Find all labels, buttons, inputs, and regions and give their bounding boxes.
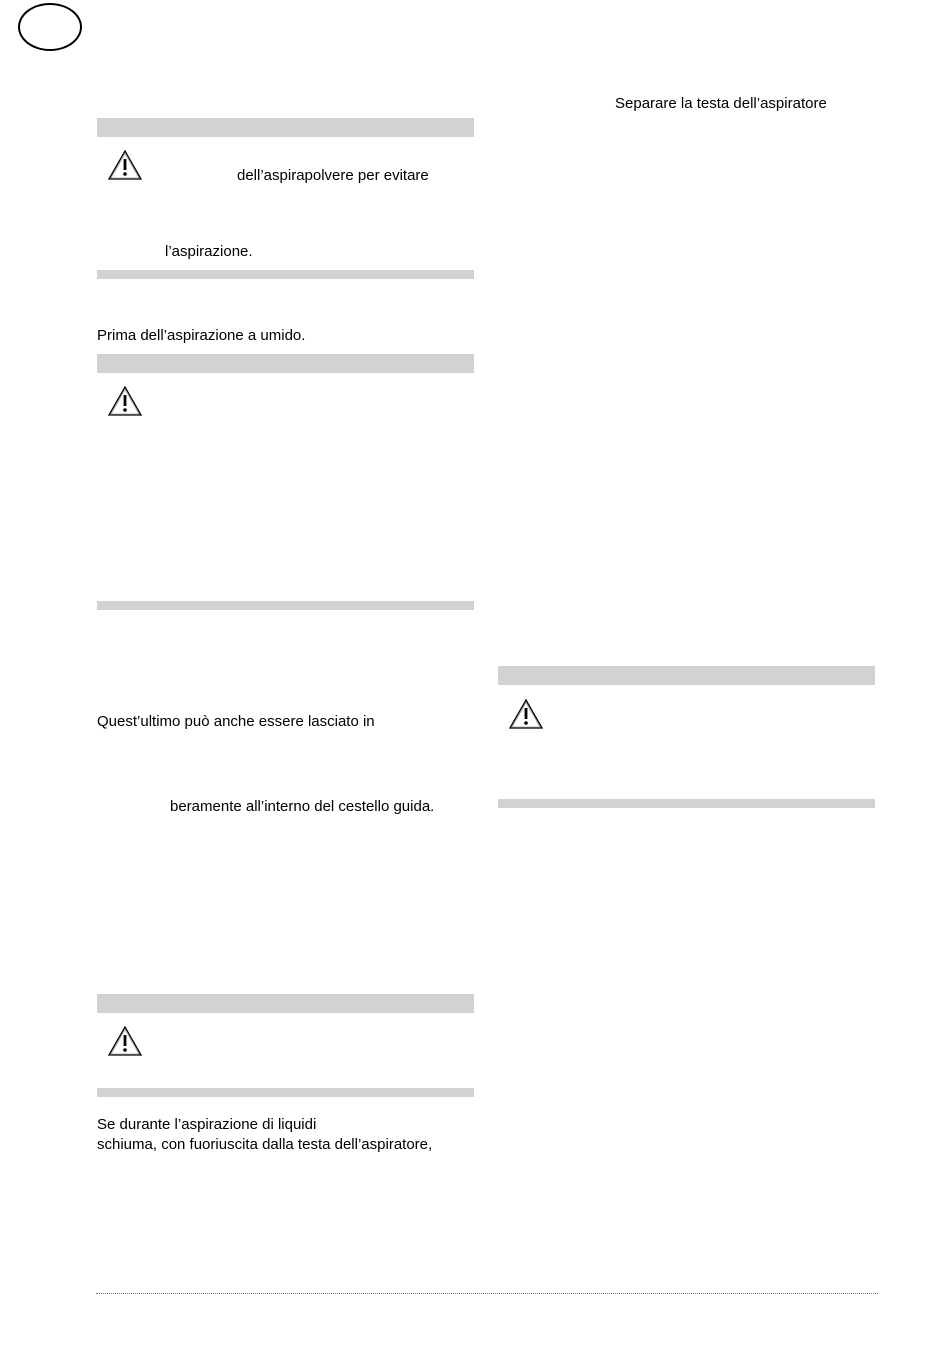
body-text-line: l’aspirazione.: [165, 243, 253, 260]
body-text-line: Separare la testa dell’aspiratore: [615, 95, 827, 112]
section-divider: [97, 601, 474, 610]
section-header-bar: [97, 118, 474, 137]
footer-divider: [96, 1293, 878, 1294]
language-badge: [18, 3, 82, 51]
warning-triangle-icon: [508, 698, 544, 730]
warning-triangle-icon: [107, 149, 143, 181]
warning-triangle-icon: [107, 1025, 143, 1057]
section-header-bar: [97, 994, 474, 1013]
body-text-line: beramente all’interno del cestello guida.: [170, 798, 435, 815]
section-divider: [498, 799, 875, 808]
body-text-line: Prima dell’aspirazione a umido.: [97, 327, 306, 344]
section-header-bar: [97, 354, 474, 373]
body-text-line: dell’aspirapolvere per evitare: [237, 167, 429, 184]
body-text-line: Se durante l’aspirazione di liquidi: [97, 1116, 317, 1133]
body-text-line: schiuma, con fuoriuscita dalla testa dell’aspiratore,: [97, 1136, 433, 1153]
section-divider: [97, 1088, 474, 1097]
section-divider: [97, 270, 474, 279]
section-header-bar: [498, 666, 875, 685]
warning-triangle-icon: [107, 385, 143, 417]
body-text-line: Quest’ultimo può anche essere lasciato in: [97, 713, 375, 730]
